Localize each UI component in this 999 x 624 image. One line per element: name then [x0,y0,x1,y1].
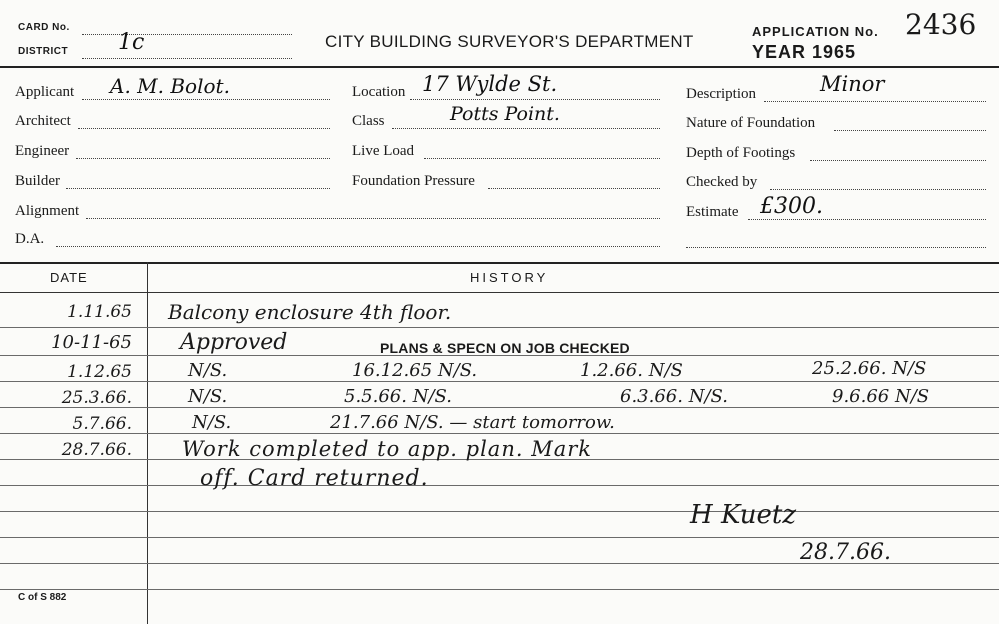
form-code: C of S 882 [18,592,67,603]
history-date-4: 25.3.66. [61,388,132,408]
rule-7 [0,485,999,486]
history-date-6: 28.7.66. [61,440,132,460]
location-label: Location [352,84,406,100]
district-label: DISTRICT [18,46,69,57]
signature-date: 28.7.66. [800,540,891,565]
date-column-divider [147,262,148,624]
history-entry-4-c: 6.3.66. N/S. [620,386,728,407]
estimate-value: £300. [760,194,823,219]
rule-5 [0,433,999,434]
year-label: YEAR 1965 [752,42,857,62]
card-no-label: CARD No. [18,22,70,33]
nature-of-foundation-label: Nature of Foundation [686,115,816,131]
surveyor-signature: H Kuetz [690,500,797,530]
history-entry-2: Approved [180,330,288,355]
rule-8 [0,511,999,512]
alignment-line [86,218,660,219]
alignment-label: Alignment [15,203,80,219]
description-label: Description [686,86,756,102]
architect-line [78,128,330,129]
history-entry-3-a: N/S. [188,360,228,381]
foundation-pressure-label: Foundation Pressure [352,173,475,189]
history-entry-6: Work completed to app. plan. Mark [182,437,592,461]
architect-label: Architect [15,113,71,129]
da-line [56,246,660,247]
rule-1 [0,327,999,328]
card-no-line [82,34,292,35]
history-top-divider [0,262,999,264]
history-date-3: 1.12.65 [67,362,132,382]
application-number: 2436 [905,8,977,41]
history-header-divider [0,292,999,293]
description-value: Minor [820,72,885,96]
history-entry-5-b: 21.7.66 N/S. — start tomorrow. [330,412,615,433]
estimate-label: Estimate [686,204,739,220]
depth-of-footings-line [810,160,986,161]
applicant-line [82,99,330,100]
checked-by-label: Checked by [686,174,758,190]
history-date-5: 5.7.66. [72,414,132,434]
rule-9 [0,537,999,538]
history-date-2: 10-11-65 [51,332,132,353]
history-date-1: 1.11.65 [67,302,132,322]
rule-11 [0,589,999,590]
history-entry-4-a: N/S. [188,386,228,407]
live-load-label: Live Load [352,143,415,159]
estimate-line [748,219,986,220]
engineer-line [76,158,330,159]
description-line [764,101,986,102]
history-entry-3-c: 1.2.66. N/S [580,360,683,381]
right-blank-line [686,247,986,248]
applicant-label: Applicant [15,84,75,100]
application-no-label: APPLICATION No. [752,24,879,39]
history-entry-5-a: N/S. [192,412,232,433]
rule-3 [0,381,999,382]
builder-line [66,188,330,189]
checked-by-line [770,189,986,190]
da-label: D.A. [15,231,45,247]
history-header: HISTORY [470,270,549,285]
history-entry-4-d: 9.6.66 N/S [832,386,930,407]
district-line [82,58,292,59]
department-title: CITY BUILDING SURVEYOR'S DEPARTMENT [325,32,694,51]
history-entry-1: Balcony enclosure 4th floor. [168,300,452,324]
rule-4 [0,407,999,408]
nature-of-foundation-line [834,130,986,131]
engineer-label: Engineer [15,143,70,159]
history-entry-4-b: 5.5.66. N/S. [344,386,452,407]
location-line [410,99,660,100]
history-entry-3-b: 16.12.65 N/S. [352,360,478,381]
plans-checked-stamp: PLANS & SPECN ON JOB CHECKED [380,340,630,356]
depth-of-footings-label: Depth of Footings [686,145,796,161]
history-entry-3-d: 25.2.66. N/S [812,358,927,379]
location-value-line1: 17 Wylde St. [422,72,558,96]
class-line [392,128,660,129]
applicant-value: A. M. Bolot. [110,74,230,98]
date-header: DATE [50,270,88,285]
class-label: Class [352,113,385,129]
header-divider [0,66,999,68]
foundation-pressure-line [488,188,660,189]
district-value: 1c [118,30,145,55]
live-load-line [424,158,660,159]
builder-label: Builder [15,173,60,189]
history-entry-7: off. Card returned. [200,466,429,491]
location-value-line2: Potts Point. [450,103,560,125]
